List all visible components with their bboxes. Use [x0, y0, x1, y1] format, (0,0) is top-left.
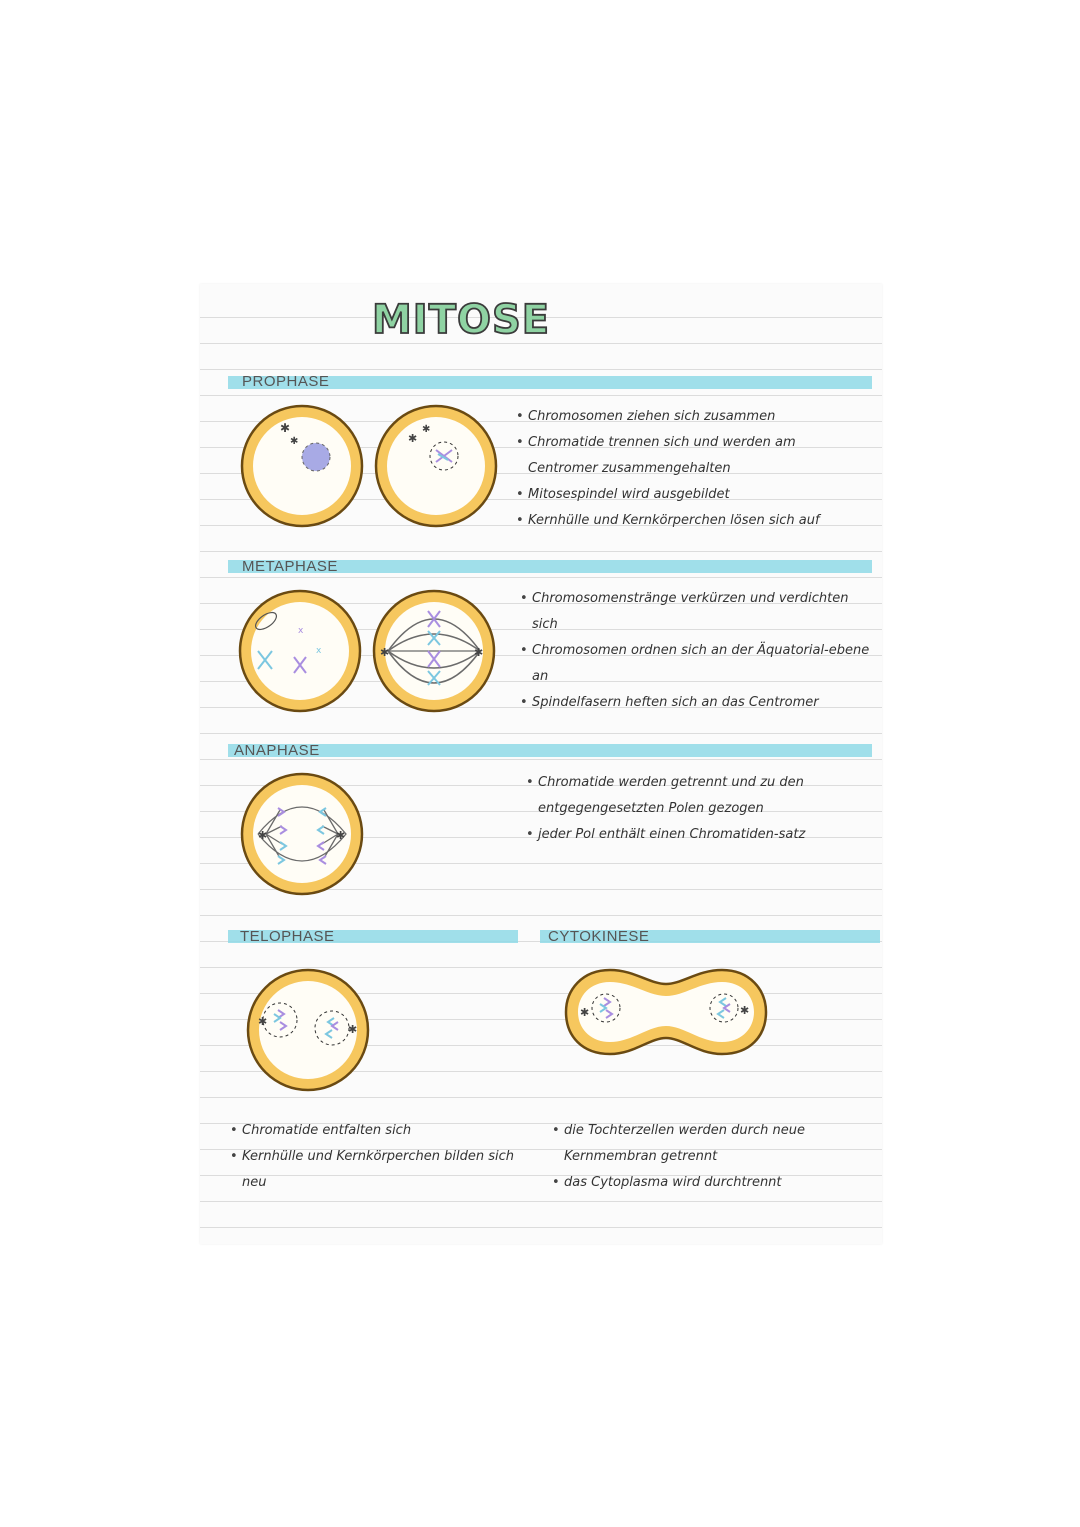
metaphase-cell-2	[370, 587, 498, 715]
prophase-cell-2	[372, 402, 500, 530]
svg-text:x: x	[316, 646, 322, 656]
metaphase-note: • Chromosomen ordnen sich an der Äquatorial-ebene an	[520, 638, 870, 690]
prophase-heading: PROPHASE	[242, 373, 330, 390]
cytokinese-note: • die Tochterzellen werden durch neue Kernmembran getrennt	[552, 1118, 872, 1170]
anaphase-note: • Chromatide werden getrennt und zu den entgegengesetzten Polen gezogen	[526, 770, 872, 822]
telophase-cell	[244, 966, 372, 1094]
svg-text:✱: ✱	[258, 829, 268, 842]
page-title: MITOSE	[372, 297, 551, 343]
svg-text:✱: ✱	[258, 1015, 268, 1028]
telophase-heading: TELOPHASE	[240, 928, 335, 945]
svg-text:✱: ✱	[580, 1006, 590, 1019]
svg-text:✱: ✱	[280, 421, 291, 435]
anaphase-heading: ANAPHASE	[234, 742, 320, 759]
svg-text:✱: ✱	[380, 646, 390, 659]
cytokinese-heading: CYTOKINESE	[548, 928, 650, 945]
svg-text:✱: ✱	[348, 1023, 358, 1036]
notebook-page	[200, 284, 882, 1244]
svg-text:✱: ✱	[336, 829, 346, 842]
telophase-note: • Chromatide entfalten sich	[230, 1118, 520, 1144]
prophase-notes	[516, 404, 866, 560]
metaphase-cell-1	[236, 587, 364, 715]
metaphase-note: • Chromosomenstränge verkürzen und verdichten sich	[520, 586, 870, 638]
prophase-note: • Chromosomen ziehen sich zusammen	[516, 404, 866, 430]
cytokinese-note: • das Cytoplasma wird durchtrennt	[552, 1170, 872, 1196]
anaphase-cell	[238, 770, 366, 898]
cytokinese-notes	[552, 1118, 872, 1196]
svg-text:✱: ✱	[740, 1004, 750, 1017]
svg-text:x: x	[298, 626, 304, 636]
telophase-note: • Kernhülle und Kernkörperchen bilden sich neu	[230, 1144, 520, 1196]
cytokinese-cell	[564, 966, 768, 1058]
anaphase-highlight	[228, 744, 872, 757]
svg-text:✱: ✱	[408, 432, 418, 445]
metaphase-notes	[520, 586, 870, 742]
prophase-note: • Kernhülle und Kernkörperchen lösen sich auf	[516, 508, 866, 560]
prophase-note: • Mitosespindel wird ausgebildet	[516, 482, 866, 508]
svg-text:✱: ✱	[474, 646, 484, 659]
anaphase-notes	[526, 770, 872, 874]
prophase-note: • Chromatide trennen sich und werden am Centromer zusammengehalten	[516, 430, 866, 482]
svg-text:✱: ✱	[422, 424, 431, 435]
metaphase-heading: METAPHASE	[242, 558, 338, 575]
svg-text:✱: ✱	[290, 436, 299, 447]
metaphase-note: • Spindelfasern heften sich an das Centromer	[520, 690, 870, 742]
telophase-notes	[230, 1118, 520, 1196]
prophase-cell-1	[238, 402, 366, 530]
anaphase-note: • jeder Pol enthält einen Chromatiden-satz	[526, 822, 872, 874]
